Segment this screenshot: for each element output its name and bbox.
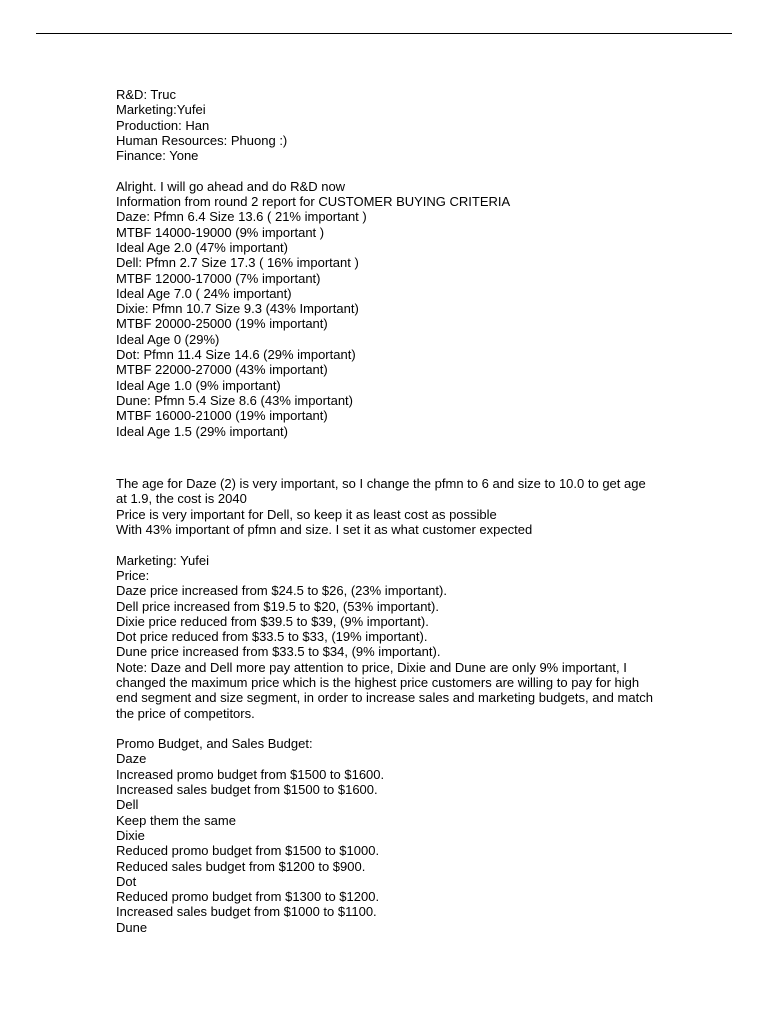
- price-line: Dixie price reduced from $39.5 to $39, (9% important).: [116, 613, 429, 629]
- spacer: [116, 454, 656, 476]
- criteria-line: Dune: Pfmn 5.4 Size 8.6 (43% important): [116, 392, 354, 408]
- budget-heading: Promo Budget, and Sales Budget:: [116, 736, 313, 752]
- criteria-line: Dixie: Pfmn 10.7 Size 9.3 (43% Important): [116, 301, 359, 317]
- marketing-heading: Marketing: Yufei: [116, 552, 209, 568]
- price-line: Dell price increased from $19.5 to $20, (53% important).: [116, 598, 439, 614]
- rnd-intro: Alright. I will go ahead and do R&D now: [116, 178, 346, 194]
- document-body: [116, 87, 656, 935]
- team-line: Marketing:Yufei: [116, 102, 206, 118]
- team-line: Production: Han: [116, 117, 210, 133]
- spacer: [116, 537, 656, 552]
- criteria-line: Ideal Age 2.0 (47% important): [116, 239, 288, 255]
- criteria-line: Ideal Age 1.5 (29% important): [116, 423, 288, 439]
- criteria-line: Daze: Pfmn 6.4 Size 13.6 ( 21% important ): [116, 209, 367, 225]
- budget-line: Dixie: [116, 827, 145, 843]
- marketing-section: [116, 553, 656, 721]
- rnd-note: The age for Daze (2) is very important, so I change the pfmn to 6 and size to 10.0 to get age at 1.9, the cost is 2040: [116, 476, 646, 507]
- team-line: Finance: Yone: [116, 148, 199, 164]
- team-roster: [116, 87, 656, 163]
- budget-line: Reduced promo budget from $1300 to $1200.: [116, 889, 380, 905]
- budget-line: Reduced promo budget from $1500 to $1000.: [116, 843, 380, 859]
- team-line: R&D: Truc: [116, 87, 176, 102]
- budget-line: Reduced sales budget from $1200 to $900.: [116, 858, 366, 874]
- page-top-rule: [36, 33, 732, 34]
- criteria-line: MTBF 16000-21000 (19% important): [116, 408, 328, 424]
- rnd-section: [116, 179, 656, 439]
- criteria-line: Dell: Pfmn 2.7 Size 17.3 ( 16% important ): [116, 255, 359, 271]
- budget-line: Keep them the same: [116, 812, 236, 828]
- budget-line: Daze: [116, 751, 147, 767]
- criteria-line: MTBF 12000-17000 (7% important): [116, 270, 321, 286]
- criteria-line: MTBF 20000-25000 (19% important): [116, 316, 328, 332]
- criteria-line: Information from round 2 report for CUSTOMER BUYING CRITERIA: [116, 194, 511, 210]
- budget-section: [116, 736, 656, 935]
- price-label: Price:: [116, 567, 150, 583]
- price-line: Dot price reduced from $33.5 to $33, (19% important).: [116, 629, 428, 645]
- criteria-line: MTBF 22000-27000 (43% important): [116, 362, 328, 378]
- rnd-note: With 43% important of pfmn and size. I set it as what customer expected: [116, 522, 533, 538]
- rnd-note: Price is very important for Dell, so keep it as least cost as possible: [116, 506, 497, 522]
- price-line: Daze price increased from $24.5 to $26, (23% important).: [116, 583, 447, 599]
- budget-line: Increased promo budget from $1500 to $1600.: [116, 766, 385, 782]
- price-line: Dune price increased from $33.5 to $34, (9% important).: [116, 644, 441, 660]
- criteria-line: Ideal Age 1.0 (9% important): [116, 377, 281, 393]
- budget-line: Dune: [116, 919, 148, 935]
- team-line: Human Resources: Phuong :): [116, 132, 288, 148]
- budget-line: Dot: [116, 873, 137, 889]
- criteria-line: Dot: Pfmn 11.4 Size 14.6 (29% important): [116, 347, 356, 363]
- marketing-note: Note: Daze and Dell more pay attention to price, Dixie and Dune are only 9% important, I changed the maximum price which is the highest price customers are willing to pay for high end segment and size segment, in order to increase sales and marketing budgets, and match the price of competitors.: [116, 659, 653, 721]
- criteria-line: Ideal Age 7.0 ( 24% important): [116, 285, 292, 301]
- criteria-line: MTBF 14000-19000 (9% important ): [116, 224, 325, 240]
- budget-line: Increased sales budget from $1000 to $1100.: [116, 904, 377, 920]
- spacer: [116, 163, 656, 178]
- criteria-line: Ideal Age 0 (29%): [116, 331, 220, 347]
- spacer: [116, 439, 656, 454]
- budget-line: Dell: [116, 797, 139, 813]
- budget-line: Increased sales budget from $1500 to $1600.: [116, 782, 378, 798]
- rnd-notes: [116, 476, 656, 537]
- spacer: [116, 721, 656, 736]
